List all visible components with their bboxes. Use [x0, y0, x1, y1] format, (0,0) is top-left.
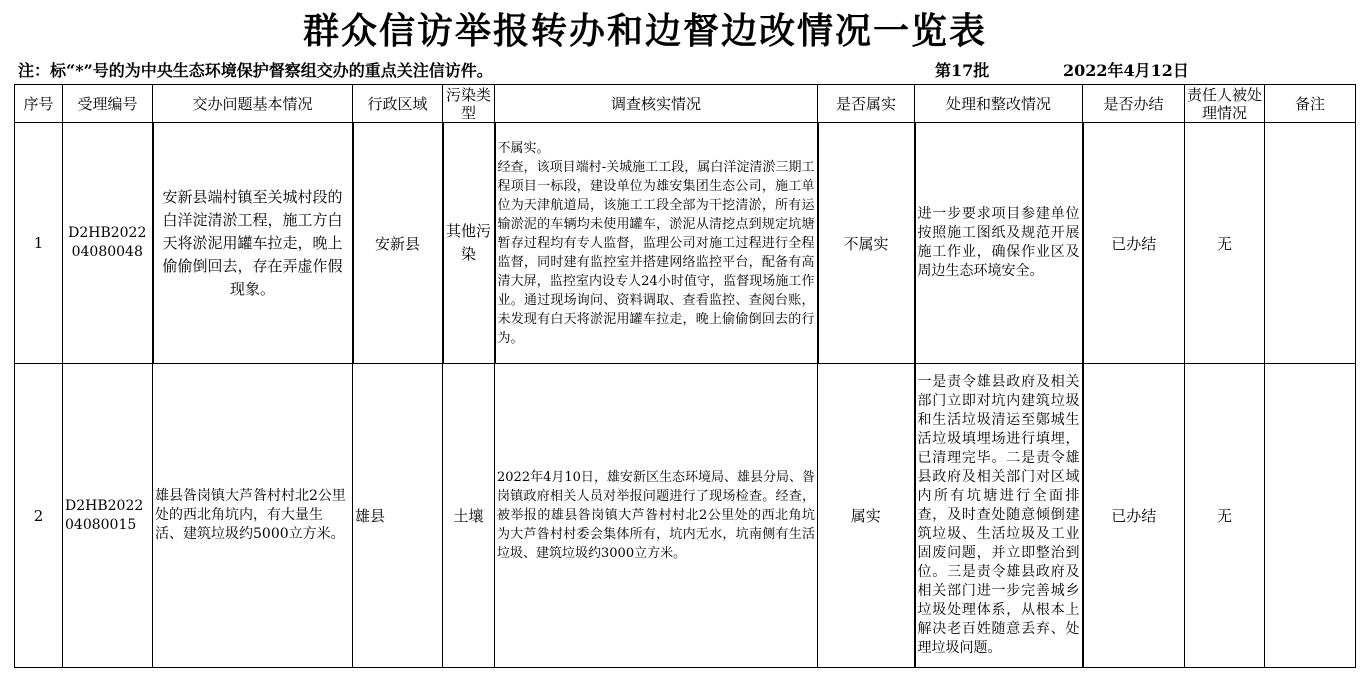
table-row — [15, 123, 1356, 364]
row-investigation: 不属实。 经查，该项目端村-关城施工工段，属白洋淀清淤三期工程项目一标段，建设单位为雄安集团生态公司，施工单位为天津航道局，该施工工段全部为干挖清淤，所有运输淤泥的车辆均未使用罐车，淤泥从清挖点到规定坑塘暂存过程均有专人监督，监理公司对施工过程进行全程监督，同时建有监控室并搭建网络监控平台，配备有高清大屏，监控室内设专人24小时值守，监督现场施工作业。通过现场询问、资料调取、查看监控、查阅台账，未发现有白天将淤泥用罐车拉走，晚上偷偷倒回去的行为。 — [495, 123, 818, 364]
header-handling: 处理和整改情况 — [915, 85, 1083, 123]
header-seq: 序号 — [15, 85, 63, 123]
row-seq: 1 — [15, 123, 63, 364]
header-verified: 是否属实 — [818, 85, 915, 123]
row-responsible: 无 — [1185, 364, 1265, 668]
row-issue: 安新县端村镇至关城村段的白洋淀清淤工程，施工方白天将淤泥用罐车拉走，晚上偷偷倒回去，存在弄虚作假现象。 — [153, 123, 353, 364]
table-row — [15, 364, 1356, 668]
header-pollution: 污染类型 — [443, 85, 495, 123]
table-header-row — [15, 85, 1356, 123]
header-responsible: 责任人被处理情况 — [1185, 85, 1265, 123]
page-title: 群众信访举报转办和边督边改情况一览表 — [302, 10, 987, 52]
row-done: 已办结 — [1083, 364, 1185, 668]
row-remark — [1265, 123, 1356, 364]
complaints-table — [14, 84, 1356, 668]
row-region: 安新县 — [353, 123, 443, 364]
row-verified: 属实 — [818, 364, 915, 668]
row-investigation: 2022年4月10日，雄安新区生态环境局、雄县分局、昝岗镇政府相关人员对举报问题进行了现场检查。经查，被举报的雄县昝岗镇大芦昝村村北2公里处的西北角坑为大芦昝村村委会集体所有，坑内无水，坑南侧有生活垃圾、建筑垃圾约3000立方米。 — [495, 364, 818, 668]
row-pollution: 其他污染 — [443, 123, 495, 364]
header-remark: 备注 — [1265, 85, 1356, 123]
header-region: 行政区域 — [353, 85, 443, 123]
row-handling: 进一步要求项目参建单位按照施工图纸及规范开展施工作业，确保作业区及周边生态环境安全。 — [915, 123, 1083, 364]
row-handling: 一是责令雄县政府及相关部门立即对坑内建筑垃圾和生活垃圾清运至鄚城生活垃圾填埋场进行填埋，已清理完毕。二是责令雄县政府及相关部门对区域内所有坑塘进行全面排查，及时查处随意倾倒建筑垃圾、生活垃圾及工业固废问题，并立即整治到位。三是责令雄县政府及相关部门进一步完善城乡垃圾处理体系，从根本上解决老百姓随意丢弃、处理垃圾问题。 — [915, 364, 1083, 668]
row-pollution: 土壤 — [443, 364, 495, 668]
date-label: 2022年4月12日 — [1063, 61, 1189, 80]
row-verified: 不属实 — [818, 123, 915, 364]
row-issue: 雄县昝岗镇大芦昝村村北2公里处的西北角坑内，有大量生活、建筑垃圾约5000立方米。 — [153, 364, 353, 668]
row-id: D2HB202204080015 — [63, 364, 153, 668]
header-id: 受理编号 — [63, 85, 153, 123]
batch-label: 第17批 — [935, 61, 990, 80]
header-done: 是否办结 — [1083, 85, 1185, 123]
header-investigation: 调查核实情况 — [495, 85, 818, 123]
row-responsible: 无 — [1185, 123, 1265, 364]
row-remark — [1265, 364, 1356, 668]
row-id: D2HB202204080048 — [63, 123, 153, 364]
header-issue: 交办问题基本情况 — [153, 85, 353, 123]
row-seq: 2 — [15, 364, 63, 668]
row-done: 已办结 — [1083, 123, 1185, 364]
row-region: 雄县 — [353, 364, 443, 668]
note-text: 注：标“*”号的为中央生态环境保护督察组交办的重点关注信访件。 — [18, 61, 493, 80]
